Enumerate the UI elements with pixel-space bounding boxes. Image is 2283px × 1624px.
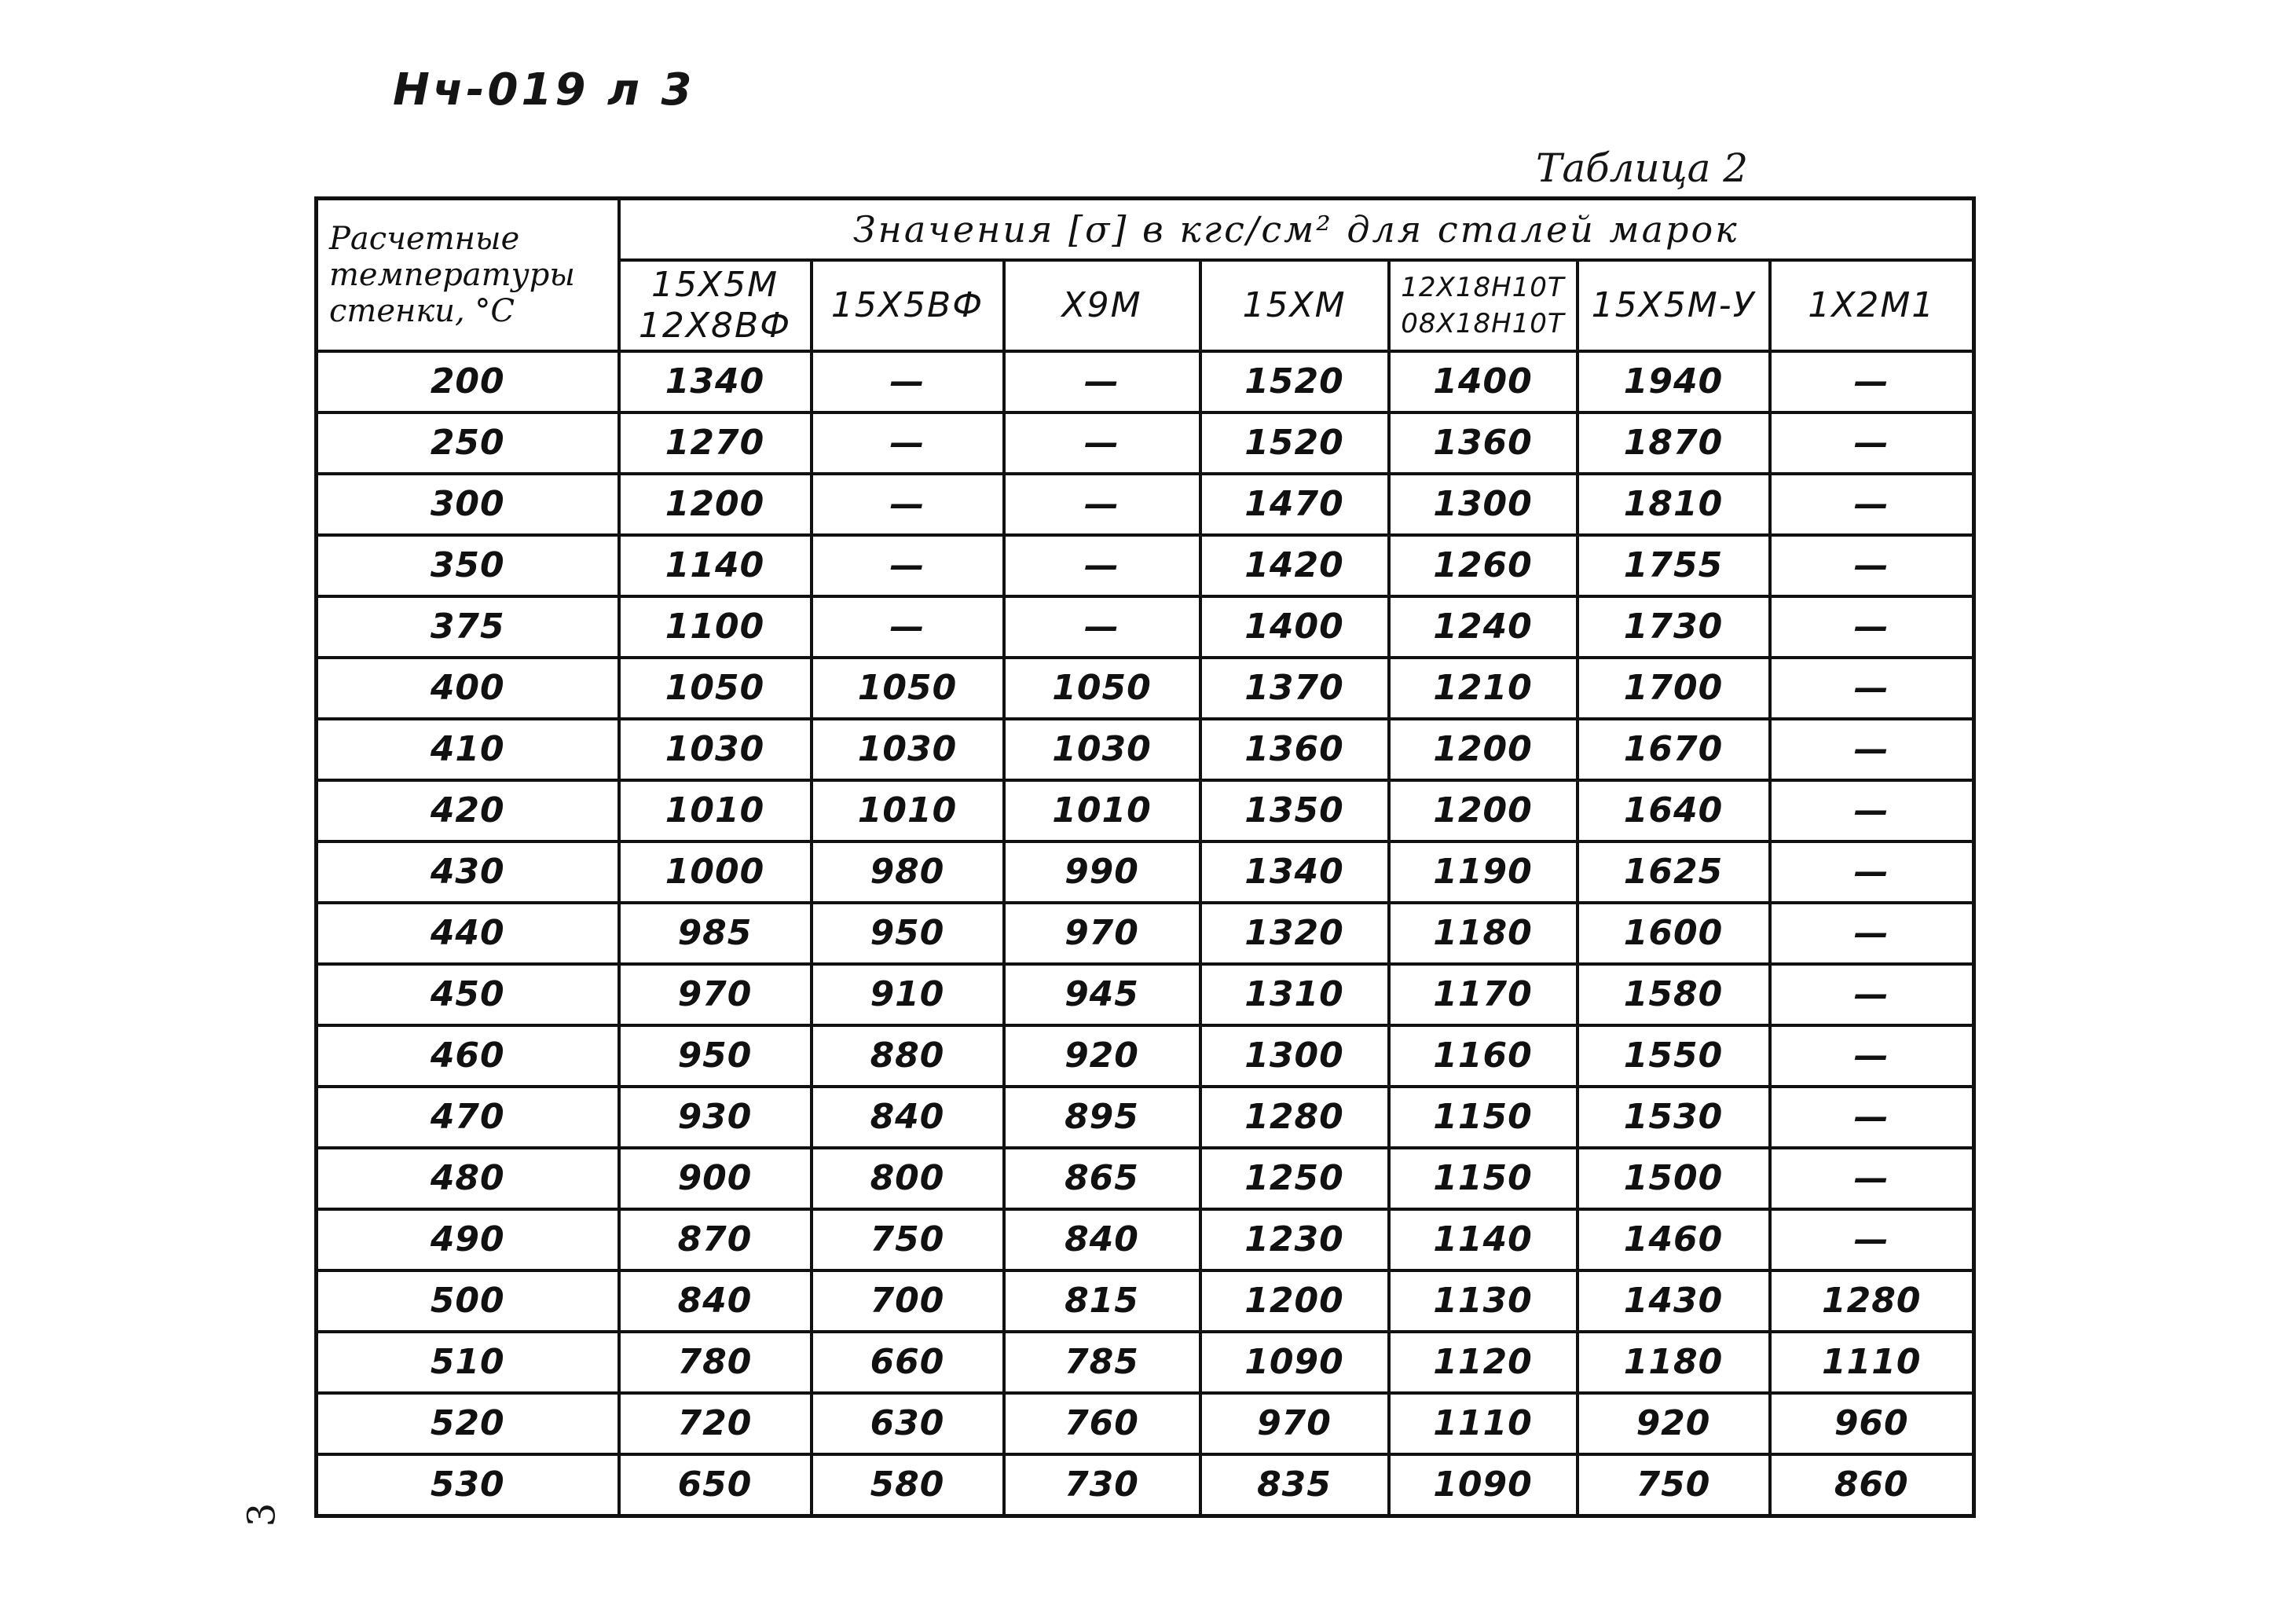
stress-value-cell: 1170: [1389, 964, 1578, 1025]
stress-value-cell: 1520: [1200, 412, 1389, 474]
stress-value-cell: 840: [812, 1087, 1004, 1148]
steel-grade-label: 15Х5ВФ: [830, 285, 984, 325]
table-row: [317, 1393, 1974, 1454]
stress-value-cell: —: [1770, 412, 1974, 474]
stress-value-cell: 1430: [1578, 1270, 1770, 1332]
stress-value-cell: 750: [812, 1209, 1004, 1270]
stress-value-cell: 970: [619, 964, 812, 1025]
stress-value-cell: —: [1770, 1087, 1974, 1148]
stress-value-cell: 1150: [1389, 1148, 1578, 1209]
temperature-cell: 400: [317, 658, 619, 719]
stress-value-cell: 1050: [619, 658, 812, 719]
stress-value-cell: 1200: [1200, 1270, 1389, 1332]
stress-value-cell: 1470: [1200, 474, 1389, 535]
stress-value-cell: 1010: [1004, 780, 1200, 841]
steel-grade-header: [812, 260, 1004, 351]
stress-value-cell: —: [1770, 1209, 1974, 1270]
stress-value-cell: 1370: [1200, 658, 1389, 719]
temperature-column-header: [317, 199, 619, 352]
stress-value-cell: 1030: [812, 719, 1004, 780]
stress-value-cell: 980: [812, 841, 1004, 903]
table-row: [317, 351, 1974, 412]
temperature-cell: 420: [317, 780, 619, 841]
stress-value-cell: 1810: [1578, 474, 1770, 535]
stress-value-cell: 1000: [619, 841, 812, 903]
temperature-cell: 430: [317, 841, 619, 903]
table-caption: Таблица 2: [1536, 145, 1749, 191]
stress-value-cell: 1050: [812, 658, 1004, 719]
document-code: Нч-019 л 3: [393, 64, 695, 115]
stress-value-cell: —: [1770, 1025, 1974, 1087]
temperature-cell: 250: [317, 412, 619, 474]
steel-grade-label: 12Х8ВФ: [638, 306, 792, 346]
stress-value-cell: 1200: [1389, 719, 1578, 780]
temperature-cell: 470: [317, 1087, 619, 1148]
stress-value-cell: 835: [1200, 1454, 1389, 1516]
temperature-cell: 460: [317, 1025, 619, 1087]
stress-value-cell: 1940: [1578, 351, 1770, 412]
table-row: [317, 658, 1974, 719]
table-row: [317, 474, 1974, 535]
stress-value-cell: 1190: [1389, 841, 1578, 903]
temperature-cell: 520: [317, 1393, 619, 1454]
steel-grade-label: 1Х2М1: [1808, 285, 1936, 325]
table-row: [317, 535, 1974, 596]
temperature-cell: 200: [317, 351, 619, 412]
table-body: [317, 351, 1974, 1516]
stress-value-cell: 960: [1770, 1393, 1974, 1454]
stress-value-cell: 1230: [1200, 1209, 1389, 1270]
stress-value-cell: 1400: [1389, 351, 1578, 412]
stress-value-cell: —: [1770, 964, 1974, 1025]
stress-value-cell: —: [1770, 658, 1974, 719]
stress-value-cell: 840: [619, 1270, 812, 1332]
stress-value-cell: 920: [1004, 1025, 1200, 1087]
steel-grade-label: 15Х5М-У: [1591, 285, 1756, 325]
stress-value-cell: 930: [619, 1087, 812, 1148]
stress-value-cell: 650: [619, 1454, 812, 1516]
stress-value-cell: 760: [1004, 1393, 1200, 1454]
stress-value-cell: 840: [1004, 1209, 1200, 1270]
stress-value-cell: 780: [619, 1332, 812, 1393]
stress-value-cell: 1120: [1389, 1332, 1578, 1393]
stress-value-cell: 1030: [619, 719, 812, 780]
stress-value-cell: 1670: [1578, 719, 1770, 780]
stress-value-cell: 1280: [1200, 1087, 1389, 1148]
stress-value-cell: 910: [812, 964, 1004, 1025]
stress-value-cell: —: [1004, 474, 1200, 535]
stress-value-cell: 1090: [1389, 1454, 1578, 1516]
stress-value-cell: 1460: [1578, 1209, 1770, 1270]
temp-header-line: температуры: [329, 257, 575, 293]
stress-value-cell: 1100: [619, 596, 812, 658]
stress-value-cell: 1140: [619, 535, 812, 596]
stress-value-cell: 920: [1578, 1393, 1770, 1454]
stress-value-cell: 950: [619, 1025, 812, 1087]
temperature-cell: 530: [317, 1454, 619, 1516]
stress-value-cell: 580: [812, 1454, 1004, 1516]
stress-value-cell: 985: [619, 903, 812, 964]
stress-value-cell: 1200: [619, 474, 812, 535]
stress-value-cell: 1240: [1389, 596, 1578, 658]
steel-grade-header: [619, 260, 812, 351]
table-row: [317, 964, 1974, 1025]
stress-value-cell: 895: [1004, 1087, 1200, 1148]
steel-grade-header: [1578, 260, 1770, 351]
steel-grade-header: [1004, 260, 1200, 351]
table-row: [317, 412, 1974, 474]
stress-value-cell: —: [812, 535, 1004, 596]
stress-value-cell: 815: [1004, 1270, 1200, 1332]
stress-value-cell: 750: [1578, 1454, 1770, 1516]
stress-value-cell: —: [1770, 780, 1974, 841]
stress-value-cell: 945: [1004, 964, 1200, 1025]
stress-value-cell: 1030: [1004, 719, 1200, 780]
stress-value-cell: 1640: [1578, 780, 1770, 841]
table-row: [317, 841, 1974, 903]
stress-value-cell: 1755: [1578, 535, 1770, 596]
stress-value-cell: —: [812, 596, 1004, 658]
table-row: [317, 780, 1974, 841]
stress-value-cell: —: [1770, 841, 1974, 903]
table-row: [317, 1148, 1974, 1209]
stress-value-cell: 1580: [1578, 964, 1770, 1025]
temperature-cell: 410: [317, 719, 619, 780]
stress-value-cell: 1360: [1200, 719, 1389, 780]
stress-value-cell: 1730: [1578, 596, 1770, 658]
stress-value-cell: —: [1770, 535, 1974, 596]
table-row: [317, 1332, 1974, 1393]
stress-value-cell: 860: [1770, 1454, 1974, 1516]
stress-value-cell: 1010: [619, 780, 812, 841]
steel-grade-label: 15Х5М: [650, 265, 779, 305]
table-row: [317, 1209, 1974, 1270]
stress-value-cell: 1360: [1389, 412, 1578, 474]
stress-value-cell: —: [1004, 596, 1200, 658]
stress-value-cell: 1320: [1200, 903, 1389, 964]
page-number: 3: [240, 1502, 284, 1527]
stress-value-cell: 970: [1200, 1393, 1389, 1454]
stress-value-cell: 1340: [619, 351, 812, 412]
stress-value-cell: —: [1770, 1148, 1974, 1209]
stress-value-cell: 1600: [1578, 903, 1770, 964]
stress-value-cell: 1550: [1578, 1025, 1770, 1087]
stress-value-cell: 630: [812, 1393, 1004, 1454]
temperature-cell: 300: [317, 474, 619, 535]
stress-value-cell: 1400: [1200, 596, 1389, 658]
steel-grade-label: Х9М: [1061, 285, 1142, 325]
table-row: [317, 903, 1974, 964]
stress-value-cell: 800: [812, 1148, 1004, 1209]
stress-value-cell: 1310: [1200, 964, 1389, 1025]
steel-grade-label: 08Х18Н10Т: [1401, 308, 1565, 339]
stress-value-cell: 1250: [1200, 1148, 1389, 1209]
stress-value-cell: 1520: [1200, 351, 1389, 412]
temperature-cell: 350: [317, 535, 619, 596]
stress-value-cell: —: [1770, 596, 1974, 658]
temperature-cell: 480: [317, 1148, 619, 1209]
stress-value-cell: 1160: [1389, 1025, 1578, 1087]
stress-value-cell: 1110: [1389, 1393, 1578, 1454]
steel-grade-header: [1200, 260, 1389, 351]
stress-value-cell: 1270: [619, 412, 812, 474]
stress-value-cell: 1280: [1770, 1270, 1974, 1332]
stress-value-cell: 1530: [1578, 1087, 1770, 1148]
stress-value-cell: 1300: [1389, 474, 1578, 535]
stress-values-group-header: Значения [σ] в кгс/см² для сталей марок: [619, 199, 1974, 261]
stress-value-cell: —: [1770, 719, 1974, 780]
stress-value-cell: 700: [812, 1270, 1004, 1332]
temperature-cell: 500: [317, 1270, 619, 1332]
stress-value-cell: 970: [1004, 903, 1200, 964]
stress-value-cell: 1420: [1200, 535, 1389, 596]
stress-value-cell: 880: [812, 1025, 1004, 1087]
table-row: [317, 596, 1974, 658]
temperature-cell: 450: [317, 964, 619, 1025]
stress-value-cell: 865: [1004, 1148, 1200, 1209]
table-row: [317, 1454, 1974, 1516]
stress-value-cell: 1110: [1770, 1332, 1974, 1393]
stress-value-cell: —: [812, 351, 1004, 412]
stress-value-cell: —: [1004, 351, 1200, 412]
temp-header-line: стенки, °С: [329, 293, 515, 329]
temperature-cell: 510: [317, 1332, 619, 1393]
stress-value-cell: 1150: [1389, 1087, 1578, 1148]
stress-value-cell: 1210: [1389, 658, 1578, 719]
stress-value-cell: 785: [1004, 1332, 1200, 1393]
stress-value-cell: —: [812, 412, 1004, 474]
stress-value-cell: 1180: [1578, 1332, 1770, 1393]
stress-value-cell: 1180: [1389, 903, 1578, 964]
stress-value-cell: 1260: [1389, 535, 1578, 596]
steel-grade-label: 15ХМ: [1242, 285, 1347, 325]
steel-grade-label: 12Х18Н10Т: [1401, 272, 1565, 303]
stress-value-cell: —: [1770, 351, 1974, 412]
stress-value-cell: 1340: [1200, 841, 1389, 903]
table-row: [317, 1087, 1974, 1148]
stress-value-cell: 1090: [1200, 1332, 1389, 1393]
stress-value-cell: 1625: [1578, 841, 1770, 903]
stress-value-cell: 950: [812, 903, 1004, 964]
steel-grade-header: [1770, 260, 1974, 351]
stress-value-cell: —: [1004, 412, 1200, 474]
table-row: [317, 1270, 1974, 1332]
stress-value-cell: 720: [619, 1393, 812, 1454]
stress-value-cell: 1700: [1578, 658, 1770, 719]
temp-header-line: Расчетные: [329, 221, 520, 257]
stress-value-cell: —: [1770, 903, 1974, 964]
temperature-cell: 440: [317, 903, 619, 964]
temperature-cell: 490: [317, 1209, 619, 1270]
stress-value-cell: 1200: [1389, 780, 1578, 841]
stress-value-cell: 1130: [1389, 1270, 1578, 1332]
stress-value-cell: 1500: [1578, 1148, 1770, 1209]
temperature-cell: 375: [317, 596, 619, 658]
stress-value-cell: —: [1004, 535, 1200, 596]
stress-value-cell: 1350: [1200, 780, 1389, 841]
table-row: [317, 1025, 1974, 1087]
stress-value-cell: 1870: [1578, 412, 1770, 474]
steel-grade-header: [1389, 260, 1578, 351]
stress-value-cell: —: [812, 474, 1004, 535]
stress-value-cell: 730: [1004, 1454, 1200, 1516]
stress-value-cell: 870: [619, 1209, 812, 1270]
stress-value-cell: 1300: [1200, 1025, 1389, 1087]
stress-value-cell: 990: [1004, 841, 1200, 903]
allowable-stress-table: [314, 196, 1976, 1518]
stress-value-cell: 660: [812, 1332, 1004, 1393]
table-row: [317, 719, 1974, 780]
stress-value-cell: 1050: [1004, 658, 1200, 719]
stress-value-cell: 1010: [812, 780, 1004, 841]
stress-value-cell: —: [1770, 474, 1974, 535]
stress-value-cell: 1140: [1389, 1209, 1578, 1270]
stress-value-cell: 900: [619, 1148, 812, 1209]
